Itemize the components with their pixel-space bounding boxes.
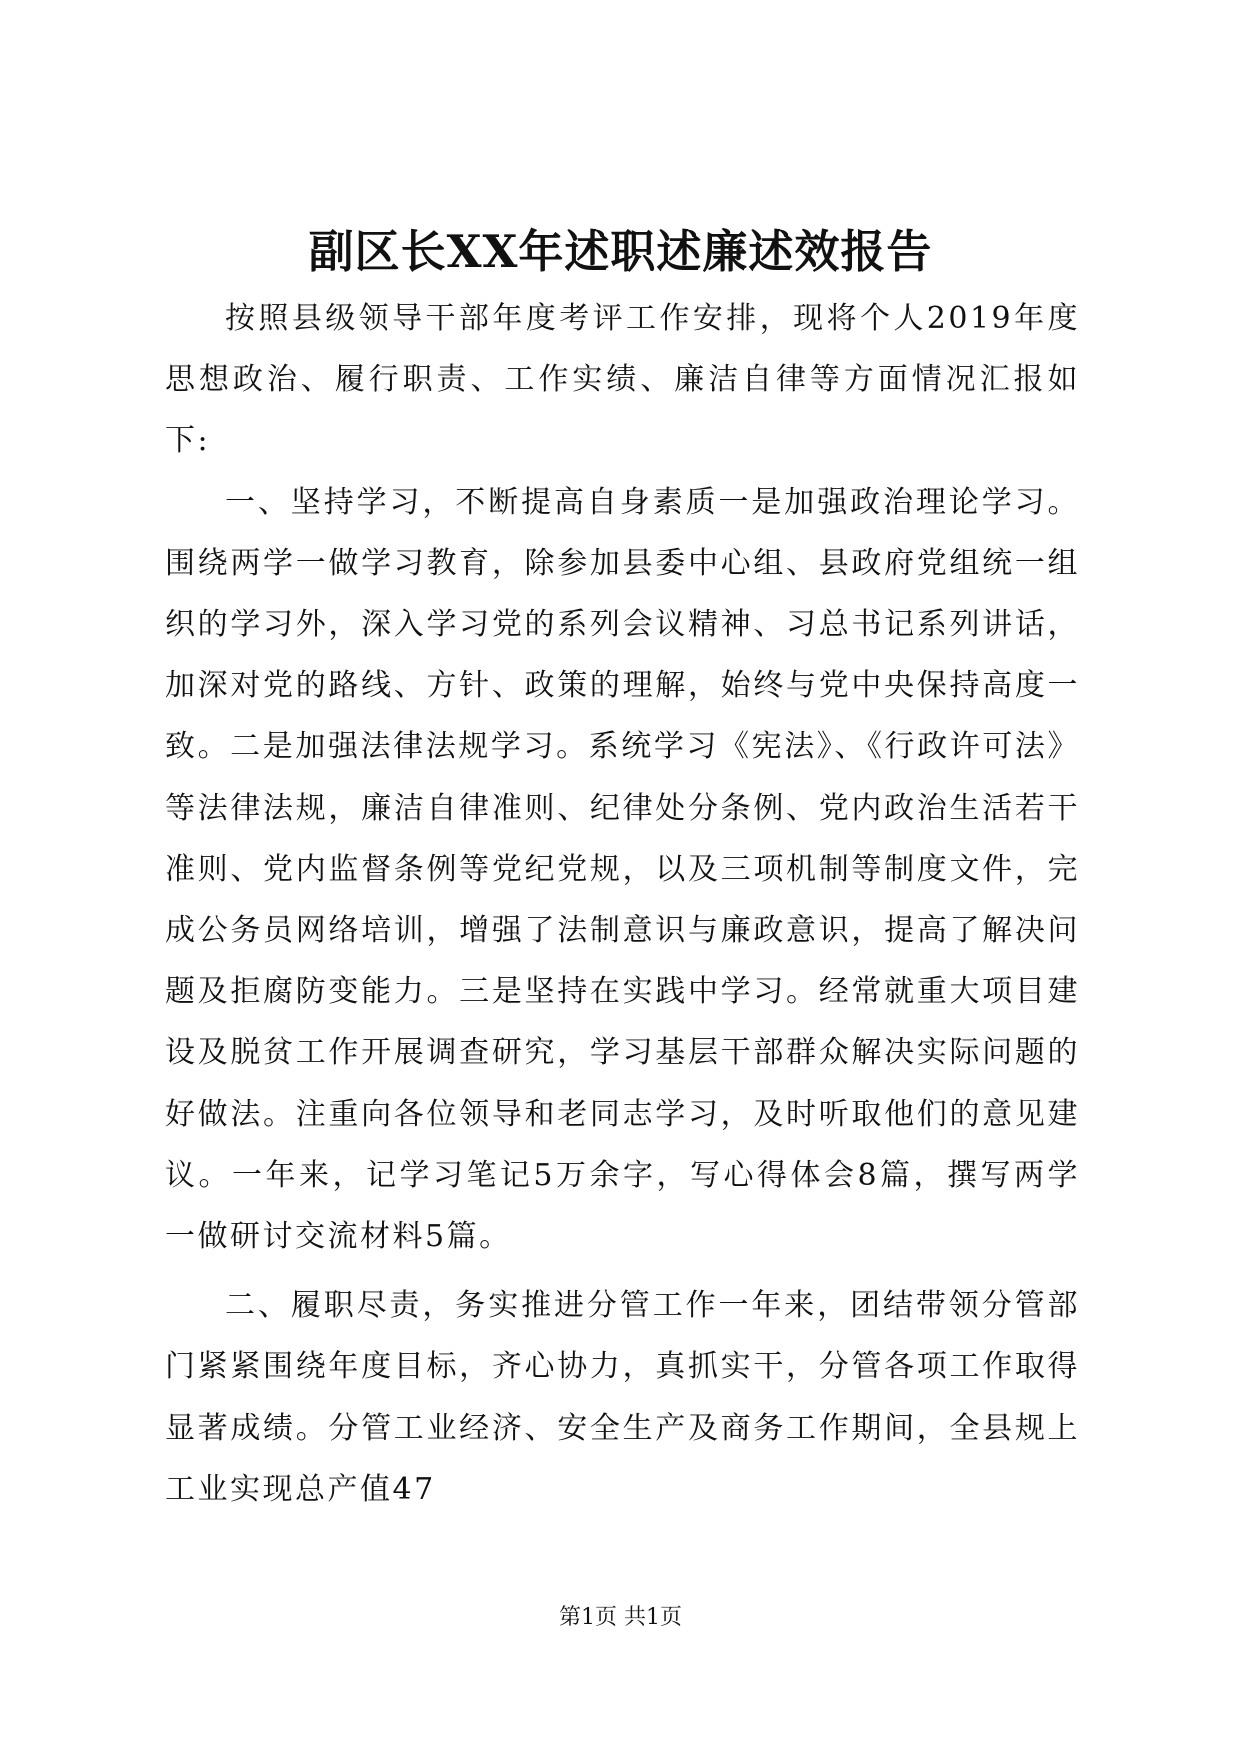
paragraph-intro: 按照县级领导干部年度考评工作安排，现将个人2019年度思想政治、履行职责、工作实绩、廉洁自律等方面情况汇报如下: bbox=[165, 301, 1080, 459]
page-footer: 第1页 共1页 bbox=[559, 1605, 682, 1630]
paragraph-duties: 二、履职尽责，务实推进分管工作一年来，团结带领分管部门紧紧围绕年度目标，齐心协力，真抓实干，分管各项工作取得显著成绩。分管工业经济、安全生产及商务工作期间，全县规上工业实现总产值47 bbox=[165, 1288, 1080, 1507]
paragraph-study: 一、坚持学习，不断提高自身素质一是加强政治理论学习。围绕两学一做学习教育，除参加县委中心组、县政府党组统一组织的学习外，深入学习党的系列会议精神、习总书记系列讲话，加深对党的路线、方针、政策的理解，始终与党中央保持高度一致。二是加强法律法规学习。系统学习《宪法》、《行政许可法》等法律法规，廉洁自律准则、纪律处分条例、党内政治生活若干准则、党内监督条例等党纪党规，以及三项机制等制度文件，完成公务员网络培训，增强了法制意识与廉政意识，提高了解决问题及拒腐防变能力。三是坚持在实践中学习。经常就重大项目建设及脱贫工作开展调查研究，学习基层干部群众解决实际问题的好做法。注重向各位领导和老同志学习，及时听取他们的意见建议。一年来，记学习笔记5万余字，写心得体会8篇，撰写两学一做研讨交流材料5篇。 bbox=[165, 484, 1080, 1255]
document-body bbox=[165, 288, 1080, 1520]
document-title: 副区长XX年述职述廉述效报告 bbox=[308, 225, 933, 278]
paragraph-gap bbox=[165, 1267, 1080, 1275]
